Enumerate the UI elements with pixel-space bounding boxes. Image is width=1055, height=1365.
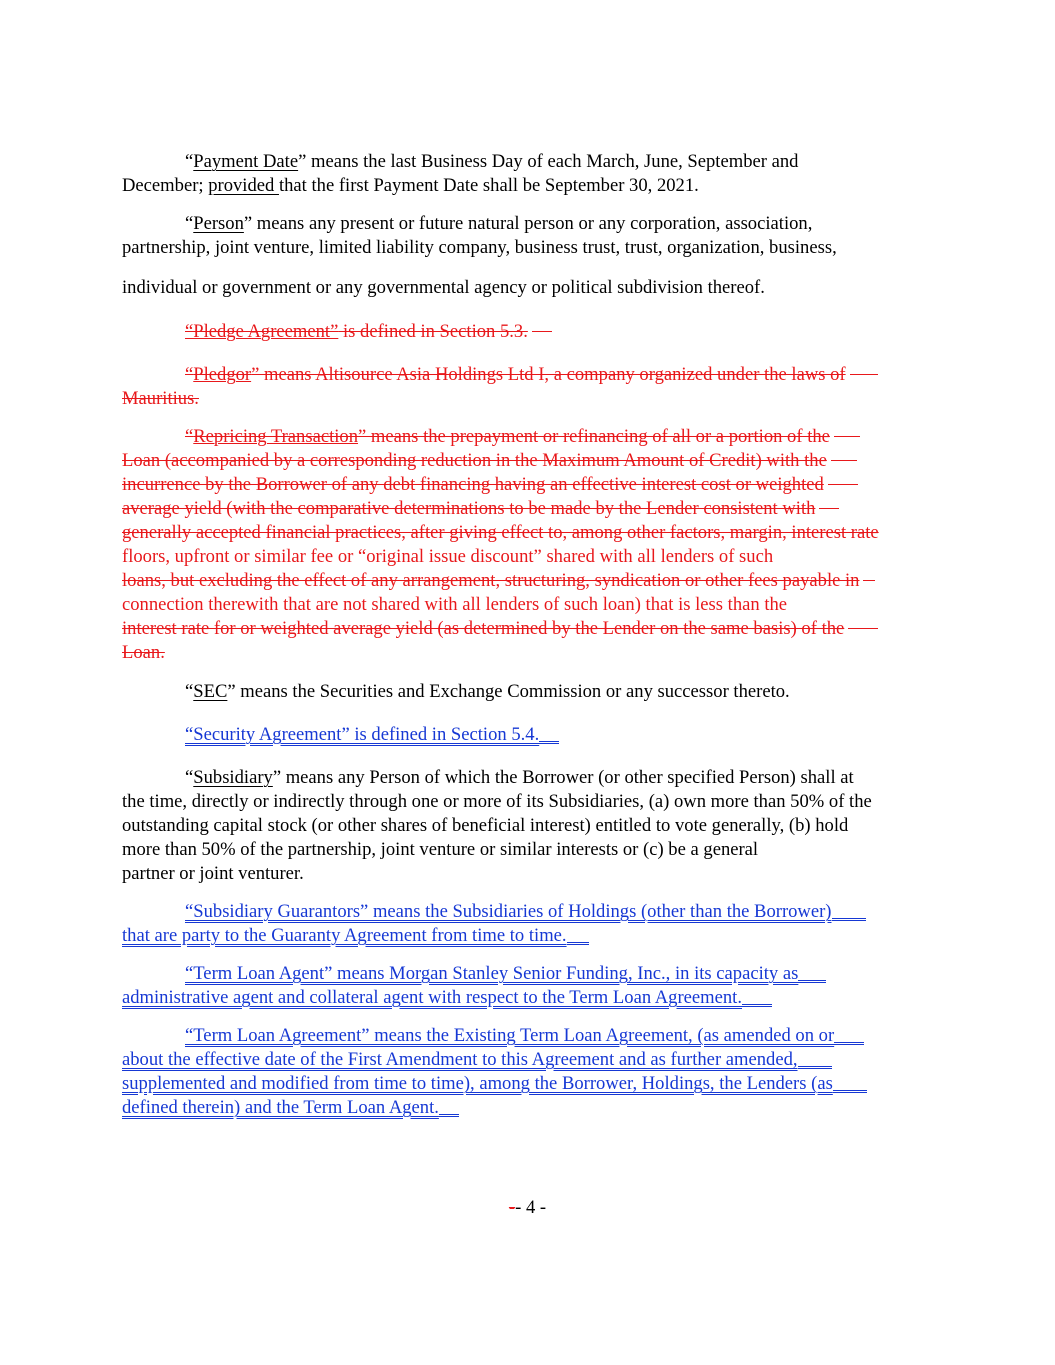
subsidiary-line-2: the time, directly or indirectly through one or more of its Subsidiaries, (a) own more than 50% of the: [122, 791, 872, 812]
provided-term: provided: [208, 175, 279, 196]
security-agreement-inserted: “Security Agreement” is defined in Section 5.4.: [185, 723, 559, 747]
term-loan-agent-line-1: “Term Loan Agent” means Morgan Stanley Senior Funding, Inc., in its capacity as: [185, 962, 826, 986]
insertion-mark: [539, 741, 559, 744]
deletion-mark: [834, 436, 860, 437]
repricing-line-10: Loan.: [122, 642, 165, 663]
term-loan-agreement-line-3: supplemented and modified from time to time), among the Borrower, Holdings, the Lenders (as: [122, 1072, 867, 1096]
insertion-mark: [567, 942, 589, 945]
subsidiary-line-3: outstanding capital stock (or other shares of beneficial interest) entitled to vote generally, (b) hold: [122, 815, 849, 836]
pledgor-line-1: “Pledgor” means Altisource Asia Holdings Ltd I, a company organized under the laws of: [185, 363, 878, 387]
deletion-mark: [828, 484, 858, 485]
insertion-mark: [832, 918, 866, 921]
page-footer: [0, 1196, 1055, 1220]
person-term: Person: [193, 213, 244, 234]
term-loan-agreement-line-4: defined therein) and the Term Loan Agent.: [122, 1096, 459, 1120]
repricing-line-8: connection therewith that are not shared with all lenders of such loan) that is less than the: [122, 594, 788, 615]
pledge-agreement-deleted: “Pledge Agreement” is defined in Section 5.3.: [185, 320, 552, 344]
pledgor-term: Pledgor: [193, 364, 252, 385]
pledge-agreement-term: “Pledge Agreement”: [185, 321, 339, 342]
deletion-mark: [848, 628, 878, 629]
term-loan-agreement-line-2: about the effective date of the First Amendment to this Agreement and as further amended,: [122, 1048, 832, 1072]
deletion-mark: [819, 508, 839, 509]
term-loan-agent-line-2: administrative agent and collateral agent with respect to the Term Loan Agreement.: [122, 986, 772, 1010]
payment-date-line-2: December; provided that the first Payment Date shall be September 30, 2021.: [122, 175, 699, 196]
person-line-2: partnership, joint venture, limited liability company, business trust, trust, organization, business,: [122, 237, 837, 258]
subsidiary-line-4: more than 50% of the partnership, joint venture or similar interests or (c) be a general: [122, 839, 759, 860]
repricing-line-9: interest rate for or weighted average yield (as determined by the Lender on the same basis) of the: [122, 617, 878, 641]
payment-date-term: Payment Date: [193, 151, 299, 172]
insertion-mark: [439, 1114, 459, 1117]
repricing-line-7: loans, but excluding the effect of any arrangement, structuring, syndication or other fees payable in: [122, 569, 875, 593]
insertion-mark: [798, 980, 826, 983]
repricing-line-6: floors, upfront or similar fee or “original issue discount” shared with all lenders of such: [122, 546, 774, 567]
term-loan-agreement-line-1: “Term Loan Agreement” means the Existing Term Loan Agreement, (as amended on or: [185, 1024, 864, 1048]
deletion-mark: [532, 331, 552, 332]
person-line-1: “Person” means any present or future natural person or any corporation, association,: [185, 213, 813, 234]
insertion-mark: [798, 1066, 832, 1069]
pledgor-line-2: Mauritius.: [122, 388, 199, 409]
subsidiary-line-5: partner or joint venturer.: [122, 863, 304, 884]
repricing-line-1: “Repricing Transaction” means the prepayment or refinancing of all or a portion of the: [185, 425, 860, 449]
insertion-mark: [742, 1004, 772, 1007]
subsidiary-guarantors-line-1: “Subsidiary Guarantors” means the Subsidiaries of Holdings (other than the Borrower): [185, 900, 866, 924]
deletion-mark: [850, 374, 878, 375]
repricing-term: Repricing Transaction: [193, 426, 359, 447]
deletion-mark: [831, 460, 857, 461]
repricing-line-2: Loan (accompanied by a corresponding reduction in the Maximum Amount of Credit) with the: [122, 449, 857, 473]
subsidiary-line-1: “Subsidiary” means any Person of which the Borrower (or other specified Person) shall at: [185, 767, 854, 788]
insertion-mark: [833, 1090, 867, 1093]
subsidiary-term: Subsidiary: [193, 767, 273, 788]
repricing-line-4: average yield (with the comparative determinations to be made by the Lender consistent with: [122, 497, 839, 521]
deletion-mark: [863, 580, 875, 581]
payment-date-line-1: “Payment Date” means the last Business Day of each March, June, September and: [185, 151, 799, 172]
subsidiary-guarantors-line-2: that are party to the Guaranty Agreement from time to time.: [122, 924, 589, 948]
deleted-footer-dash: -: [508, 1197, 516, 1218]
page-number: - 4 -: [515, 1197, 547, 1218]
person-line-3: individual or government or any governmental agency or political subdivision thereof.: [122, 277, 765, 298]
repricing-line-5: generally accepted financial practices, after giving effect to, among other factors, margin, interest rate: [122, 522, 879, 543]
repricing-line-3: incurrence by the Borrower of any debt financing having an effective interest cost or weighted: [122, 473, 858, 497]
sec-term: SEC: [193, 681, 228, 702]
insertion-mark: [834, 1042, 864, 1045]
sec-definition: “SEC” means the Securities and Exchange Commission or any successor thereto.: [185, 681, 790, 702]
